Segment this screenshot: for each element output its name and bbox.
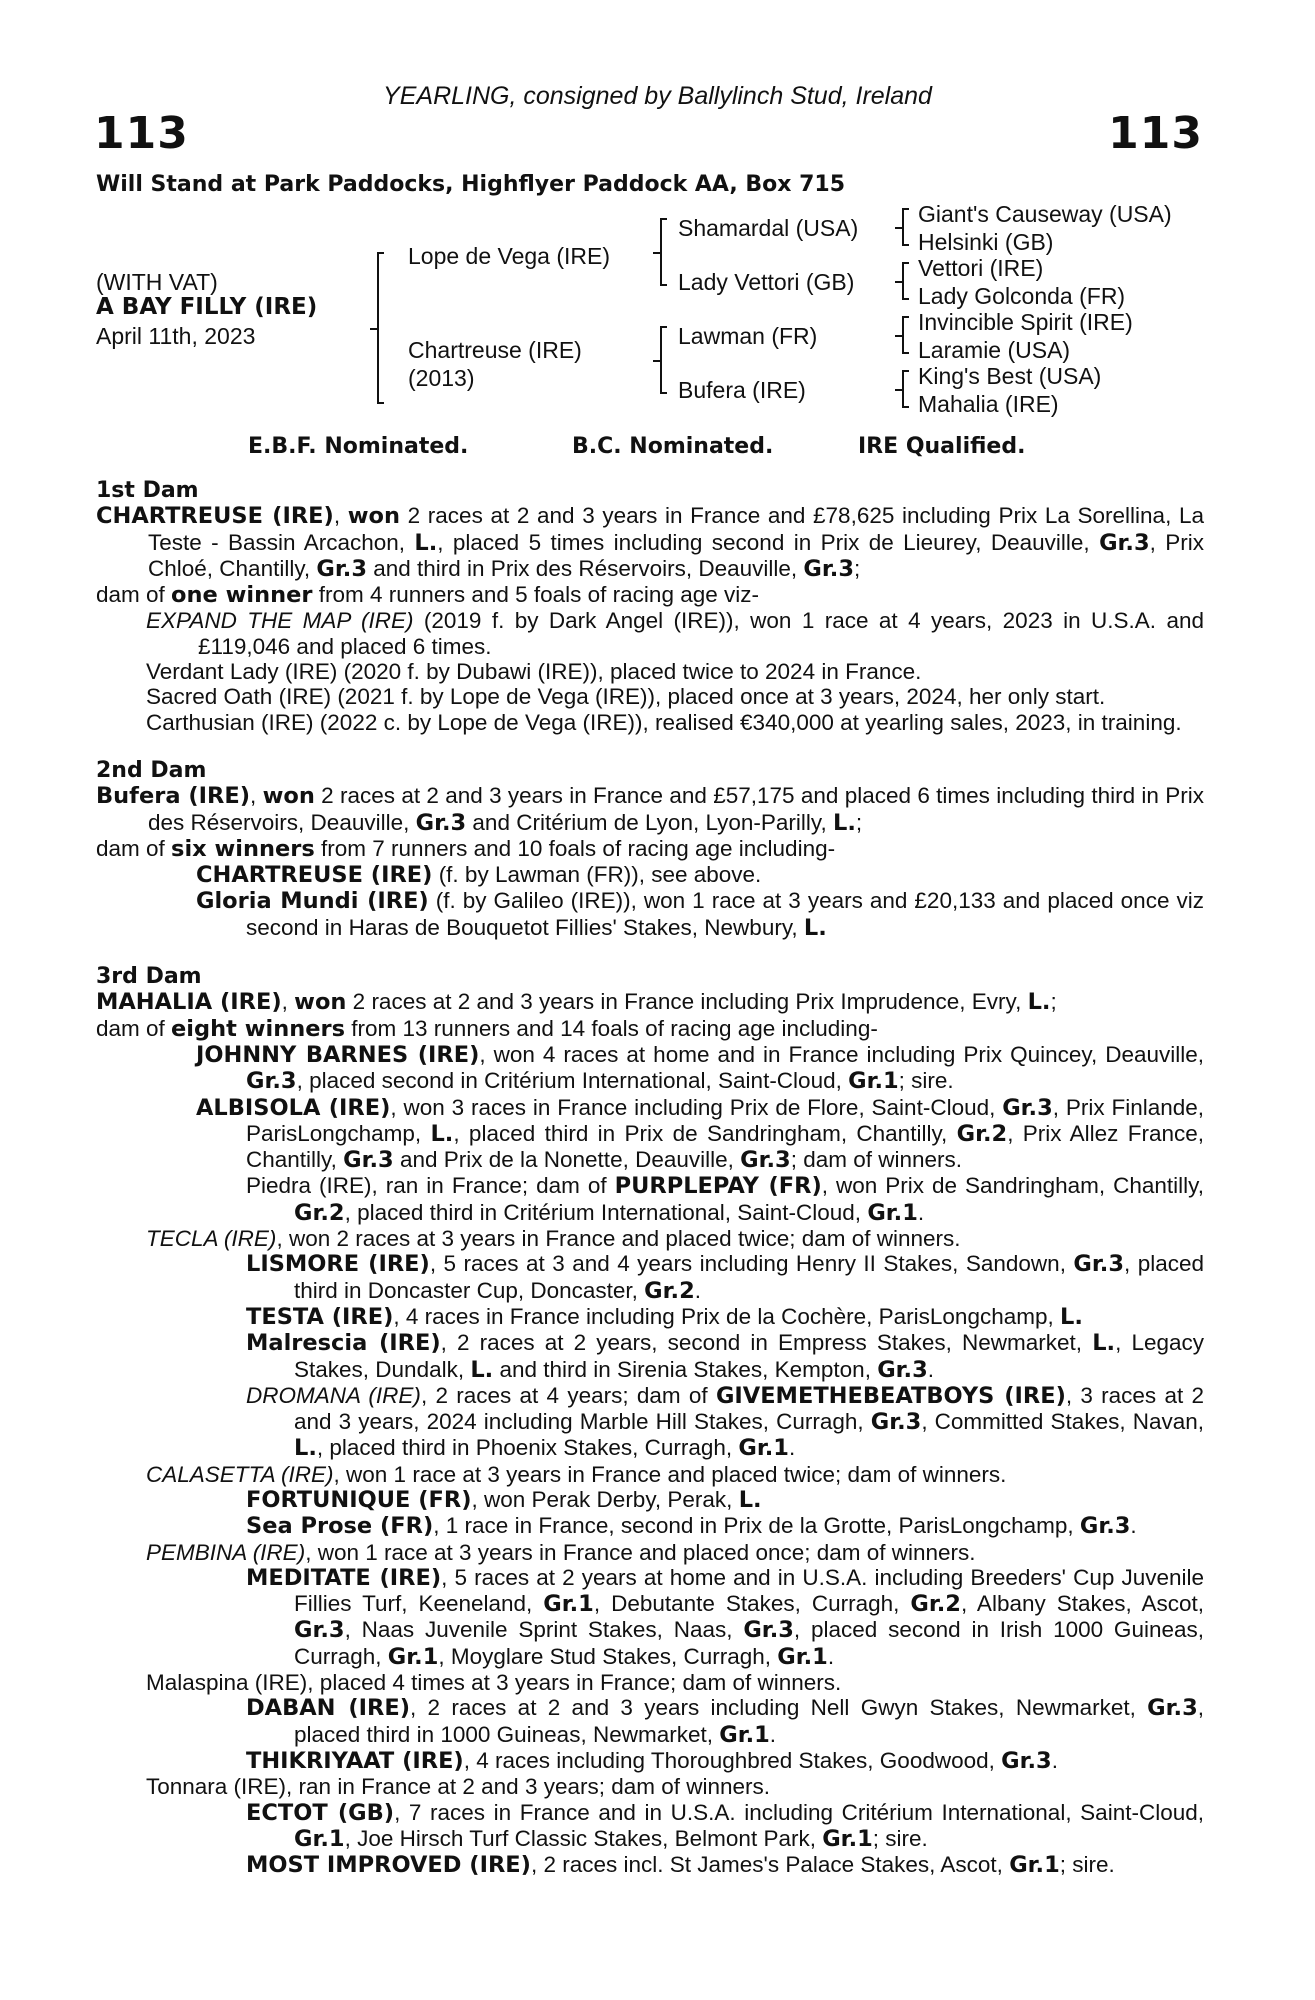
- vat-note: (WITH VAT): [96, 269, 218, 295]
- pedigree-sire: Lope de Vega (IRE): [408, 243, 611, 269]
- pedigree-ggp-1: Giant's Causeway (USA): [918, 201, 1172, 227]
- produce-item: PEMBINA (IRE), won 1 race at 3 years in France and placed once; dam of winners.: [146, 1539, 976, 1565]
- pedigree-ggp-8: Mahalia (IRE): [918, 391, 1059, 417]
- ire-qualification: IRE Qualified.: [858, 434, 1026, 459]
- pedigree-brace-sire: [660, 218, 662, 286]
- pedigree-dam-year: (2013): [408, 365, 475, 391]
- third-dam-record: MAHALIA (IRE), won 2 races at 2 and 3 years in France including Prix Imprudence, Evry, L.;: [96, 989, 1057, 1016]
- first-dam-record: CHARTREUSE (IRE), won 2 races at 2 and 3 years in France and £78,625 including Prix La Sorellina, La Teste - Bassin Arcachon, L., placed 5 times including second in Prix de Lieurey, Deauville, Gr.3, Prix Chloé, Chantilly, Gr.3 and third in Prix des Réservoirs, Deauville, Gr.3;: [96, 503, 1205, 582]
- produce-item: CALASETTA (IRE), won 1 race at 3 years in France and placed twice; dam of winners.: [146, 1461, 1007, 1487]
- second-dam-heading: 2nd Dam: [96, 757, 207, 783]
- pedigree-brace-ggp-3: [902, 316, 904, 354]
- pedigree-gp-2: Lady Vettori (GB): [678, 269, 855, 295]
- produce-item: Malrescia (IRE), 2 races at 2 years, second in Empress Stakes, Newmarket, L., Legacy Stakes, Dundalk, L. and third in Sirenia Stakes, Kempton, Gr.3.: [246, 1330, 1205, 1383]
- produce-item: Gloria Mundi (IRE) (f. by Galileo (IRE)), won 1 race at 3 years and £20,133 and placed once viz second in Haras de Bouquetot Fillies' Stakes, Newbury, L.: [196, 888, 1204, 941]
- produce-item: Verdant Lady (IRE) (2020 f. by Dubawi (IRE)), placed twice to 2024 in France.: [146, 659, 922, 685]
- pedigree-brace-main: [377, 252, 379, 404]
- pedigree-brace-ggp-1: [902, 208, 904, 246]
- pedigree-ggp-7: King's Best (USA): [918, 363, 1102, 389]
- pedigree-ggp-5: Invincible Spirit (IRE): [918, 309, 1133, 335]
- pedigree-brace-ggp-4: [902, 370, 904, 408]
- second-dam-produce-summary: dam of six winners from 7 runners and 10 foals of racing age including-: [96, 835, 836, 862]
- produce-item: TECLA (IRE), won 2 races at 3 years in France and placed twice; dam of winners.: [146, 1226, 961, 1252]
- pedigree-ggp-4: Lady Golconda (FR): [918, 283, 1126, 309]
- pedigree-ggp-2: Helsinki (GB): [918, 229, 1054, 255]
- bc-nomination: B.C. Nominated.: [572, 434, 774, 459]
- produce-item: MOST IMPROVED (IRE), 2 races incl. St James's Palace Stakes, Ascot, Gr.1; sire.: [246, 1852, 1115, 1879]
- produce-item: Piedra (IRE), ran in France; dam of PURPLEPAY (FR), won Prix de Sandringham, Chantilly, Gr.2, placed third in Critérium International, Saint-Cloud, Gr.1.: [246, 1173, 1205, 1226]
- lot-number-left: 113: [94, 108, 189, 159]
- foaled-date: April 11th, 2023: [96, 323, 256, 349]
- produce-item: Malaspina (IRE), placed 4 times at 3 years in France; dam of winners.: [146, 1670, 842, 1696]
- produce-item: LISMORE (IRE), 5 races at 3 and 4 years including Henry II Stakes, Sandown, Gr.3, placed third in Doncaster Cup, Doncaster, Gr.2.: [246, 1251, 1205, 1304]
- third-dam-produce-summary: dam of eight winners from 13 runners and 14 foals of racing age including-: [96, 1015, 878, 1042]
- pedigree-ggp-6: Laramie (USA): [918, 337, 1071, 363]
- produce-item: TESTA (IRE), 4 races in France including Prix de la Cochère, ParisLongchamp, L.: [246, 1303, 1083, 1330]
- produce-item: THIKRIYAAT (IRE), 4 races including Thoroughbred Stakes, Goodwood, Gr.3.: [246, 1747, 1058, 1774]
- produce-item: Tonnara (IRE), ran in France at 2 and 3 years; dam of winners.: [146, 1774, 771, 1800]
- pedigree-dam: Chartreuse (IRE): [408, 337, 582, 363]
- first-dam-heading: 1st Dam: [96, 478, 199, 503]
- produce-item: FORTUNIQUE (FR), won Perak Derby, Perak, L.: [246, 1486, 762, 1513]
- stand-location: Will Stand at Park Paddocks, Highflyer Paddock AA, Box 715: [96, 172, 846, 197]
- catalogue-body: [96, 478, 1204, 1878]
- consignment-line: YEARLING, consigned by Ballylinch Stud, Ireland: [383, 82, 932, 110]
- pedigree-brace-dam: [660, 326, 662, 394]
- pedigree-gp-1: Shamardal (USA): [678, 215, 859, 241]
- pedigree-ggp-3: Vettori (IRE): [918, 255, 1044, 281]
- pedigree-gp-3: Lawman (FR): [678, 323, 818, 349]
- produce-item: MEDITATE (IRE), 5 races at 2 years at home and in U.S.A. including Breeders' Cup Juvenile Fillies Turf, Keeneland, Gr.1, Debutante Stakes, Curragh, Gr.2, Albany Stakes, Ascot, Gr.3, Naas Juvenile Sprint Stakes, Naas, Gr.3, placed second in Irish 1000 Guineas, Curragh, Gr.1, Moyglare Stud Stakes, Curragh, Gr.1.: [246, 1564, 1205, 1670]
- produce-item: ECTOT (GB), 7 races in France and in U.S.A. including Critérium International, Saint-Cloud, Gr.1, Joe Hirsch Turf Classic Stakes, Belmont Park, Gr.1; sire.: [246, 1799, 1204, 1852]
- ebf-nomination: E.B.F. Nominated.: [248, 434, 469, 459]
- lot-number-right: 113: [1108, 108, 1203, 159]
- horse-name: A BAY FILLY (IRE): [96, 294, 318, 320]
- pedigree-brace-ggp-2: [902, 262, 904, 300]
- produce-item: DROMANA (IRE), 2 races at 4 years; dam of GIVEMETHEBEATBOYS (IRE), 3 races at 2 and 3 years, 2024 including Marble Hill Stakes, Curragh, Gr.3, Committed Stakes, Navan, L., placed third in Phoenix Stakes, Curragh, Gr.1.: [246, 1382, 1204, 1462]
- produce-item: JOHNNY BARNES (IRE), won 4 races at home and in France including Prix Quincey, Deauville, Gr.3, placed second in Critérium International, Saint-Cloud, Gr.1; sire.: [196, 1041, 1204, 1095]
- produce-item: DABAN (IRE), 2 races at 2 and 3 years including Nell Gwyn Stakes, Newmarket, Gr.3, placed third in 1000 Guineas, Newmarket, Gr.1.: [246, 1695, 1204, 1748]
- produce-item: ALBISOLA (IRE), won 3 races in France including Prix de Flore, Saint-Cloud, Gr.3, Prix Finlande, ParisLongchamp, L., placed third in Prix de Sandringham, Chantilly, Gr.2, Prix Allez France, Chantilly, Gr.3 and Prix de la Nonette, Deauville, Gr.3; dam of winners.: [196, 1094, 1205, 1174]
- third-dam-heading: 3rd Dam: [96, 964, 202, 990]
- produce-item: Sacred Oath (IRE) (2021 f. by Lope de Vega (IRE)), placed once at 3 years, 2024, her only start.: [146, 684, 1106, 710]
- produce-item: EXPAND THE MAP (IRE) (2019 f. by Dark Angel (IRE)), won 1 race at 4 years, 2023 in U.S.A. and £119,046 and placed 6 times.: [146, 608, 1205, 659]
- second-dam-record: Bufera (IRE), won 2 races at 2 and 3 years in France and £57,175 and placed 6 times including third in Prix des Réservoirs, Deauville, Gr.3 and Critérium de Lyon, Lyon-Parilly, L.;: [96, 783, 1204, 836]
- produce-item: Sea Prose (FR), 1 race in France, second in Prix de la Grotte, ParisLongchamp, Gr.3.: [246, 1513, 1137, 1540]
- produce-item: Carthusian (IRE) (2022 c. by Lope de Vega (IRE)), realised €340,000 at yearling sales, 2023, in training.: [146, 709, 1182, 735]
- produce-item: CHARTREUSE (IRE) (f. by Lawman (FR)), see above.: [196, 862, 762, 889]
- pedigree-gp-4: Bufera (IRE): [678, 377, 806, 403]
- first-dam-produce-summary: dam of one winner from 4 runners and 5 foals of racing age viz-: [96, 582, 759, 609]
